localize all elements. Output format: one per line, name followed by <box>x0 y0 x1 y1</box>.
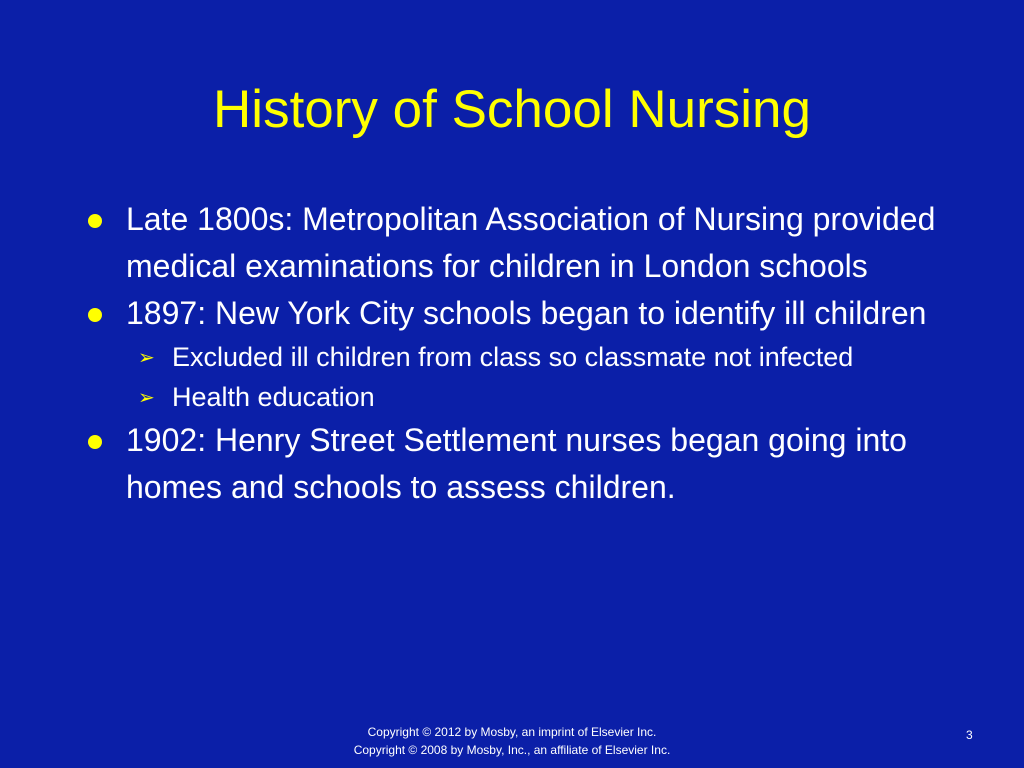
bullet-dot-icon <box>88 214 102 228</box>
slide-title: History of School Nursing <box>213 80 811 139</box>
copyright-footer <box>0 723 1024 759</box>
sub-bullet-text: Health education <box>172 382 375 412</box>
bullet-text: Late 1800s: Metropolitan Association of Nursing provided medical examinations for children in London schools <box>126 201 936 284</box>
sub-bullet-item <box>126 337 948 377</box>
copyright-line: Copyright © 2008 by Mosby, Inc., an affiliate of Elsevier Inc. <box>353 743 671 757</box>
bullet-item <box>88 417 948 511</box>
bullet-item <box>88 290 948 417</box>
bullet-text: 1902: Henry Street Settlement nurses began going into homes and schools to assess children. <box>126 422 907 505</box>
sub-bullet-list <box>126 337 948 417</box>
bullet-item <box>88 196 948 290</box>
arrowhead-icon: ➢ <box>138 385 155 409</box>
bullet-text: 1897: New York City schools began to identify ill children <box>126 295 927 331</box>
sub-bullet-text: Excluded ill children from class so classmate not infected <box>172 342 854 372</box>
sub-bullet-item <box>126 377 948 417</box>
bullet-dot-icon <box>88 308 102 322</box>
page-number: 3 <box>966 728 973 742</box>
arrowhead-icon: ➢ <box>138 345 155 369</box>
bullet-dot-icon <box>88 435 102 449</box>
bullet-list <box>88 196 948 511</box>
copyright-line: Copyright © 2012 by Mosby, an imprint of Elsevier Inc. <box>367 725 657 739</box>
